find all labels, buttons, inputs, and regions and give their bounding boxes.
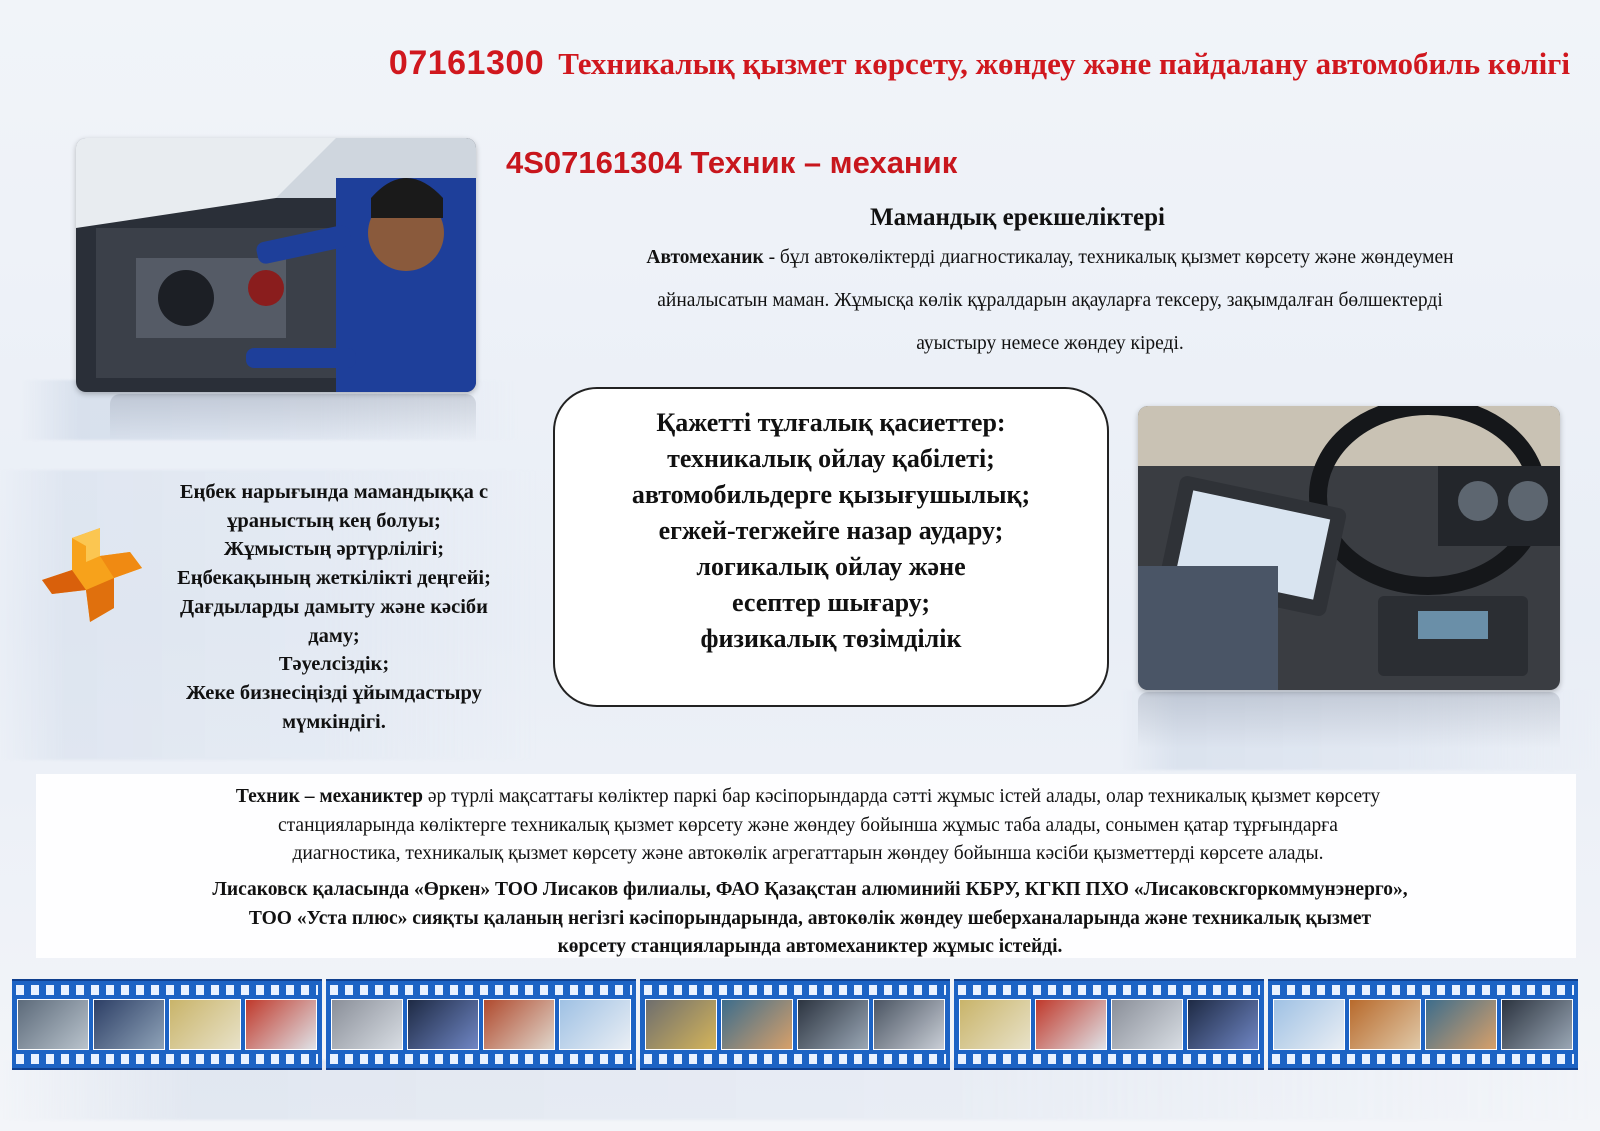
film-photo [1501,999,1573,1050]
film-photo [645,999,717,1050]
page-header [0,44,1600,83]
diagnostics-tablet-image [1138,406,1560,690]
advantage-line: мүмкіндігі. [282,710,386,733]
advantages-list [148,478,520,736]
enterprises-line-2: ТОО «Уста плюс» сияқты қаланың негізгі кәсіпорындарында, автокөлік жөндеу шеберханаларында және техникалық қызмет [248,907,1372,929]
employment-lead-term: Техник – механиктер [235,786,423,807]
film-photo [721,999,793,1050]
film-photo [559,999,631,1050]
description-line-1-text: - бұл автокөліктерді диагностикалау, техникалық қызмет көрсету және жөндеумен [768,247,1454,268]
qualities-line: физикалық төзімділік [700,624,962,653]
employment-line-1 [60,783,1556,812]
program-title: Техникалық қызмет көрсету, жөндеу және пайдалану автомобиль көлігі [558,46,1570,81]
qualities-line: Қажетті тұлғалық қасиеттер: [656,408,1006,437]
film-photo [797,999,869,1050]
film-photo [959,999,1031,1050]
advantage-line: Жеке бизнесіңізді ұйымдастыру [186,681,482,704]
features-title: Мамандық ерекшеліктері [870,204,1165,231]
advantage-line: Еңбекақының жеткілікті деңгейі; [177,567,491,590]
plus-icon [42,528,144,622]
film-photo [1187,999,1259,1050]
enterprises-paragraph [40,876,1580,962]
term-automechanic: Автомеханик [646,247,764,268]
film-photo [873,999,945,1050]
film-photo [407,999,479,1050]
advantage-line: Тәуелсіздік; [278,653,390,676]
film-photo [1273,999,1345,1050]
film-segment [12,979,322,1070]
film-segment [640,979,950,1070]
enterprises-line-3: көрсету станцияларында автомеханиктер жұмыс істейді. [557,936,1063,957]
film-photo [245,999,317,1050]
description-line-3: ауыстыру немесе жөндеу кіреді. [916,333,1184,354]
advantage-line: Дағдыларды дамыту және кәсіби [180,595,488,618]
film-photo [93,999,165,1050]
employment-line-2: станцияларында көліктерге техникалық қызмет көрсету және жөндеу бойынша жұмыс таба алады, сонымен қатар тұрғындарға [278,814,1338,836]
description-line-2: айналысатын маман. Жұмысқа көлік құралдарын ақауларға тексеру, зақымдалған бөлшектерді [657,290,1443,311]
qualities-line: есептер шығару; [732,588,930,617]
film-segment [954,979,1264,1070]
advantage-line: даму; [308,624,360,647]
advantage-line: Жұмыстың әртүрлілігі; [223,538,445,561]
employment-line-1-text: әр түрлі мақсаттағы көліктер паркі бар кәсіпорындарда сәтті жұмыс істей алады, олар техникалық қызмет көрсету [427,786,1381,807]
film-photo [483,999,555,1050]
qualities-line: егжей-тегжейге назар аудару; [658,516,1004,545]
mechanic-photo-reflection [110,394,476,454]
employment-paragraph [60,783,1556,869]
film-photo [169,999,241,1050]
film-photo [331,999,403,1050]
film-photo [1425,999,1497,1050]
specialty-description [540,236,1560,365]
specialty-code-title: 4S07161304 Техник – механик [506,145,958,180]
diagnostics-photo-reflection [1138,692,1560,762]
film-segment [1268,979,1578,1070]
description-line-1 [540,236,1560,279]
film-photo [1349,999,1421,1050]
personal-qualities-box [553,387,1109,707]
advantage-line: ұраныстың кең болуы; [227,509,441,532]
advantage-line: Еңбек нарығында мамандыққа с [179,481,489,503]
mechanic-engine-image [76,138,476,392]
employment-line-3: диагностика, техникалық қызмет көрсету және автокөлік агрегаттарын жөндеу бойынша кәсіби қызметтерді көрсете алады. [292,843,1324,864]
qualities-line: логикалық ойлау және [696,552,966,581]
film-segment [326,979,636,1070]
photo-filmstrip [12,979,1578,1070]
qualities-line: техникалық ойлау қабілеті; [667,444,995,473]
film-photo [1035,999,1107,1050]
mechanic-photo [76,138,476,392]
diagnostics-photo [1138,406,1560,690]
enterprises-line-1: Лисаковск қаласында «Өркен» ТОО Лисаков филиалы, ФАО Қазақстан алюминийі КБРУ, КГКП ПХО «Лисаковскгоркоммунэнерго», [212,879,1408,900]
qualities-line: автомобильдерге қызығушылық; [631,480,1031,509]
film-photo [17,999,89,1050]
program-code: 07161300 [388,44,545,82]
film-photo [1111,999,1183,1050]
